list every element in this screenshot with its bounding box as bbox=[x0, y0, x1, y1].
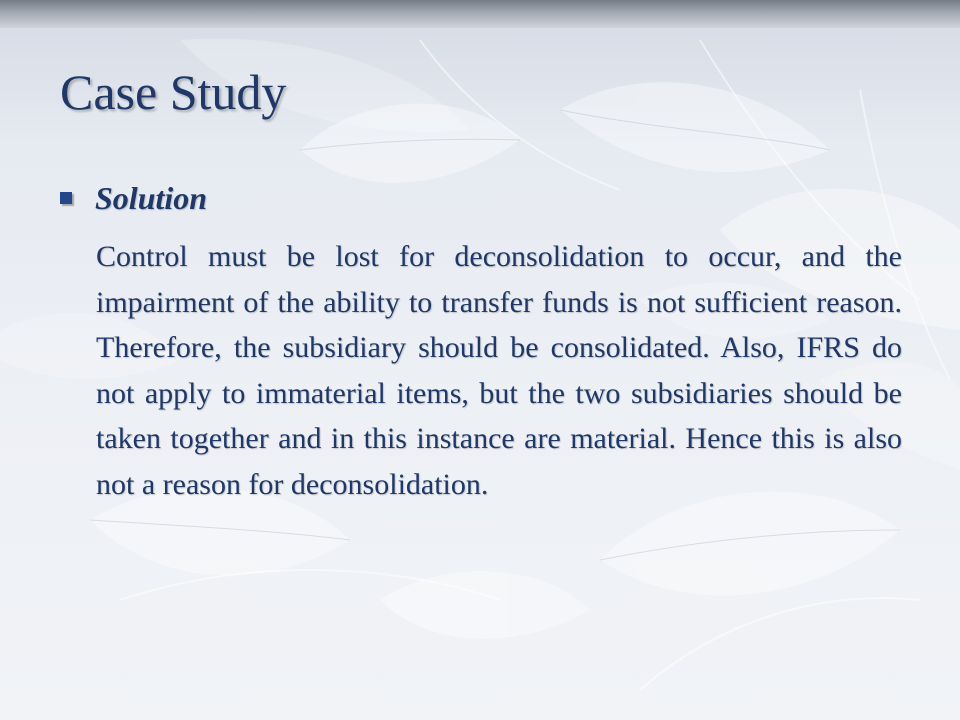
bullet-heading: Solution bbox=[95, 180, 208, 216]
bullet-body-text: Control must be lost for deconsolidation to occur, and the impairment of the ability to transfer funds is not sufficient reason. Therefore, the subsidiary should be consolidated. Also, IFRS do not apply to immaterial items, but the two subsidiaries should be taken together and in this instance are material. Hence this is also not a reason for deconsolidation. bbox=[96, 240, 902, 501]
top-gradient-band bbox=[0, 0, 960, 28]
bullet-item bbox=[60, 176, 207, 220]
square-bullet-icon bbox=[60, 192, 72, 204]
slide-title: Case Study bbox=[60, 64, 287, 120]
